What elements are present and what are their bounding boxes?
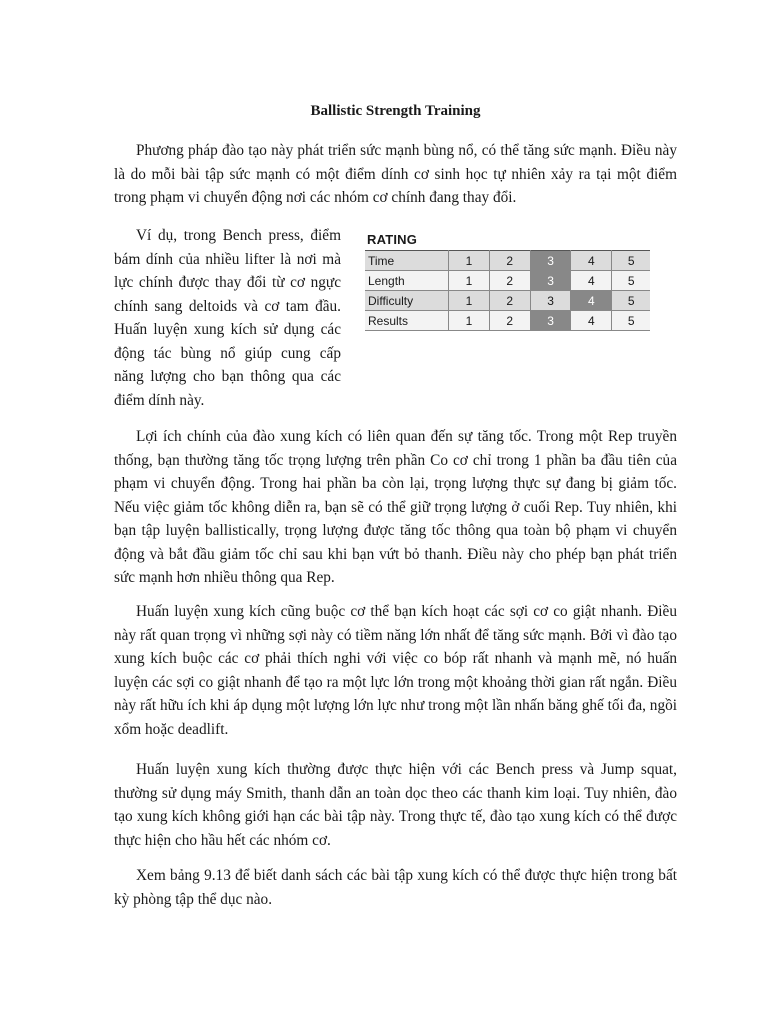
rating-cell: 1: [449, 271, 490, 291]
paragraph-acceleration: Lợi ích chính của đào xung kích có liên quan đến sự tăng tốc. Trong một Rep truyền thống, bạn thường tăng tốc trọng lượng trên phần Co cơ chỉ trong 1 phần ba đầu tiên của phạm vi chuyển động. Trong hai phần ba còn lại, trọng lượng thực sự đang bị giảm tốc. Nếu việc giảm tốc không diễn ra, bạn sẽ có thể giữ trọng lượng ở cuối Rep. Tuy nhiên, khi bạn tập luyện ballistically, trọng lượng được tăng tốc thông qua toàn bộ phạm vi chuyển động và bắt đầu giảm tốc chỉ sau khi bạn vứt bỏ thanh. Điều này cho phép bạn phát triển sức mạnh hơn nhiều thông qua Rep.: [114, 428, 677, 586]
rating-cell: 2: [489, 271, 530, 291]
rating-cell: 3: [530, 291, 571, 311]
paragraph-example: Ví dụ, trong Bench press, điểm bám dính của nhiều lifter là nơi mà lực chính được thay đổi từ cơ ngực chính sang deltoids và cơ tam đầu. Huấn luyện xung kích sử dụng các động tác bùng nổ giúp cung cấp năng lượng cho bạn thông qua các điểm dính này.: [114, 227, 341, 409]
rating-cell: 4: [571, 311, 612, 331]
rating-row: [365, 271, 650, 291]
rating-cell: 1: [449, 291, 490, 311]
rating-cell: 3: [530, 271, 571, 291]
rating-cell: 4: [571, 291, 612, 311]
rating-cell: 4: [571, 251, 612, 271]
rating-cell: 5: [612, 291, 650, 311]
paragraph-reference: Xem bảng 9.13 để biết danh sách các bài tập xung kích có thể được thực hiện trong bất kỳ phòng tập thể dục nào.: [114, 867, 677, 908]
page-title: Ballistic Strength Training: [310, 103, 481, 119]
rating-table-title: RATING: [367, 232, 418, 247]
rating-cell: 1: [449, 251, 490, 271]
rating-row: [365, 311, 650, 331]
rating-cell: 1: [449, 311, 490, 331]
rating-cell: 3: [530, 311, 571, 331]
rating-row-label: Time: [365, 251, 449, 271]
rating-cell: 5: [612, 311, 650, 331]
rating-row-label: Results: [365, 311, 449, 331]
paragraph-intro: Phương pháp đào tạo này phát triển sức mạnh bùng nổ, có thể tăng sức mạnh. Điều này là do mỗi bài tập sức mạnh có một điểm dính cơ sinh học tự nhiên xảy ra tại một điểm trong phạm vi chuyển động nơi các nhóm cơ chính đang thay đổi.: [114, 142, 677, 206]
rating-cell: 4: [571, 271, 612, 291]
rating-row-label: Difficulty: [365, 291, 449, 311]
rating-row: [365, 251, 650, 271]
rating-cell: 2: [489, 291, 530, 311]
rating-table: [365, 250, 650, 331]
paragraph-fast-twitch: Huấn luyện xung kích cũng buộc cơ thể bạn kích hoạt các sợi cơ co giật nhanh. Điều này rất quan trọng vì những sợi này có tiềm năng lớn nhất để tăng sức mạnh. Bởi vì đào tạo xung kích buộc các cơ phải thích nghi với việc co bóp rất nhanh và mạnh mẽ, nó huấn luyện các sợi co giật nhanh để tạo ra một lực lớn trong một khoảng thời gian rất ngắn. Điều này rất hữu ích khi áp dụng một lượng lớn lực như trong một lần nhấn băng ghế tối đa, ngồi xổm hoặc deadlift.: [114, 603, 677, 738]
rating-row-label: Length: [365, 271, 449, 291]
paragraph-exercises: Huấn luyện xung kích thường được thực hiện với các Bench press và Jump squat, thường sử dụng máy Smith, thanh dẫn an toàn dọc theo các thanh kim loại. Tuy nhiên, đào tạo xung kích không giới hạn các bài tập này. Trong thực tế, đào tạo xung kích có thể được thực hiện cho hầu hết các nhóm cơ.: [114, 761, 677, 849]
rating-table-figure: [365, 231, 651, 331]
rating-cell: 2: [489, 251, 530, 271]
rating-cell: 5: [612, 251, 650, 271]
rating-cell: 5: [612, 271, 650, 291]
rating-row: [365, 291, 650, 311]
rating-cell: 3: [530, 251, 571, 271]
rating-cell: 2: [489, 311, 530, 331]
